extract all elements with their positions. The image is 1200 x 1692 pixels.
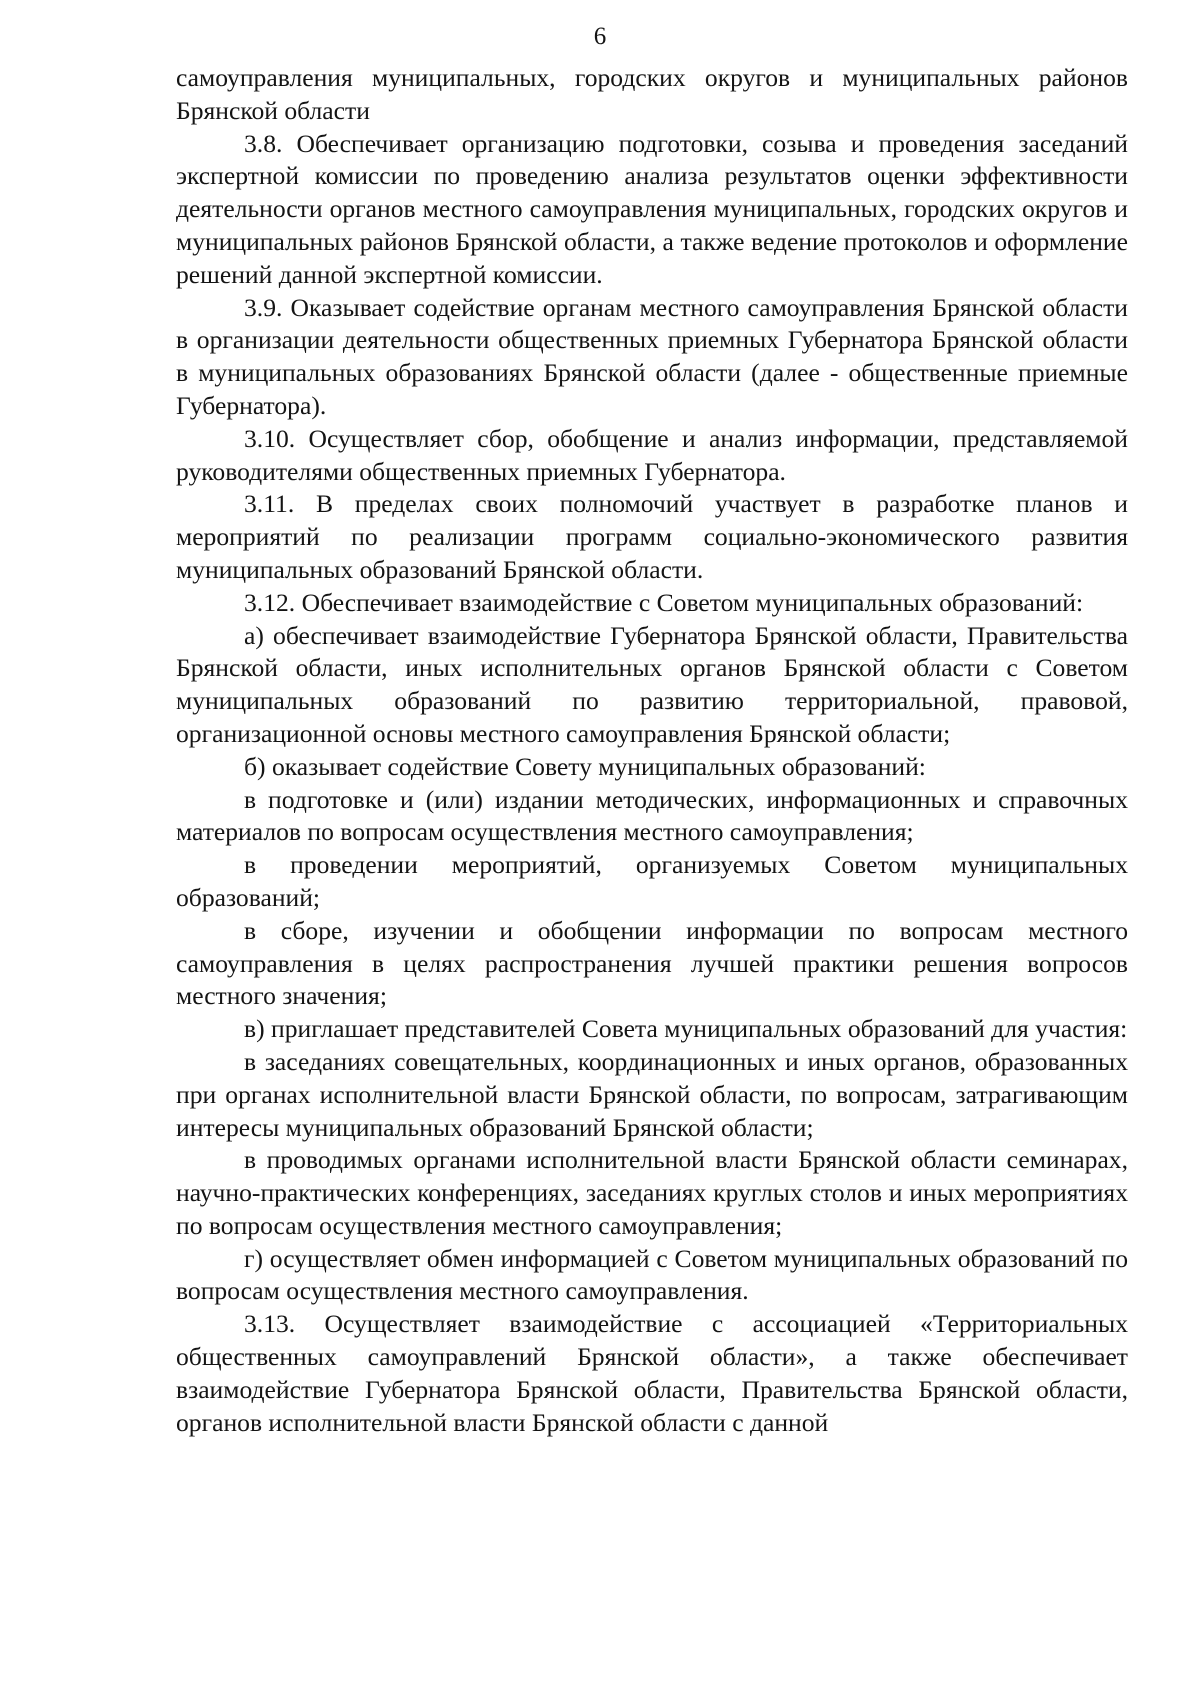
paragraph: 3.12. Обеспечивает взаимодействие с Советом муниципальных образований:	[244, 587, 1084, 617]
paragraph: в проведении мероприятий, организуемых Советом муниципальных образований;	[176, 850, 1128, 912]
paragraph: г) осуществляет обмен информацией с Советом муниципальных образований по вопросам осуществления местного самоуправления.	[176, 1243, 1128, 1306]
paragraph: 3.10. Осуществляет сбор, обобщение и анализ информации, представляемой руководителями общественных приемных Губернатора.	[176, 423, 1128, 486]
paragraph: 3.11. В пределах своих полномочий участвует в разработке планов и мероприятий по реализации программ социально-экономического развития муниципальных образований Брянской области.	[176, 489, 1128, 584]
paragraph: самоуправления муниципальных, городских округов и муниципальных районов Брянской области	[176, 63, 1128, 125]
paragraph: 3.9. Оказывает содействие органам местного самоуправления Брянской области в организации деятельности общественных приемных Губернатора Брянской области в муниципальных образованиях Брянской области (далее - общественные приемные Губернатора).	[176, 292, 1128, 420]
paragraph: б) оказывает содействие Совету муниципальных образований:	[244, 751, 926, 781]
paragraph: 3.8. Обеспечивает организацию подготовки, созыва и проведения заседаний экспертной комиссии по проведению анализа результатов оценки эффективности деятельности органов местного самоуправления муниципальных, городских округов и муниципальных районов Брянской области, а также ведение протоколов и оформление решений данной экспертной комиссии.	[176, 128, 1128, 289]
paragraph: 3.13. Осуществляет взаимодействие с ассоциацией «Территориальных общественных самоуправлений Брянской области», а также обеспечивает взаимодействие Губернатора Брянской области, Правительства Брянской области, органов исполнительной власти Брянской области с данной	[176, 1309, 1128, 1437]
paragraph: в) приглашает представителей Совета муниципальных образований для участия:	[244, 1014, 1128, 1044]
page-number: 6	[593, 23, 607, 50]
document-body	[176, 62, 1128, 1439]
paragraph: в заседаниях совещательных, координационных и иных органов, образованных при органах исполнительной власти Брянской области, по вопросам, затрагивающим интересы муниципальных образований Брянской области;	[176, 1046, 1128, 1142]
paragraph: в сборе, изучении и обобщении информации по вопросам местного самоуправления в целях распространения лучшей практики решения вопросов местного значения;	[176, 915, 1128, 1011]
paragraph: а) обеспечивает взаимодействие Губернатора Брянской области, Правительства Брянской области, иных исполнительных органов Брянской области с Советом муниципальных образований по развитию территориальной, правовой, организационной основы местного самоуправления Брянской области;	[176, 620, 1128, 748]
paragraph: в подготовке и (или) издании методических, информационных и справочных материалов по вопросам осуществления местного самоуправления;	[176, 784, 1128, 847]
paragraph: в проводимых органами исполнительной власти Брянской области семинарах, научно-практических конференциях, заседаниях круглых столов и иных мероприятиях по вопросам осуществления местного самоуправления;	[176, 1145, 1128, 1240]
